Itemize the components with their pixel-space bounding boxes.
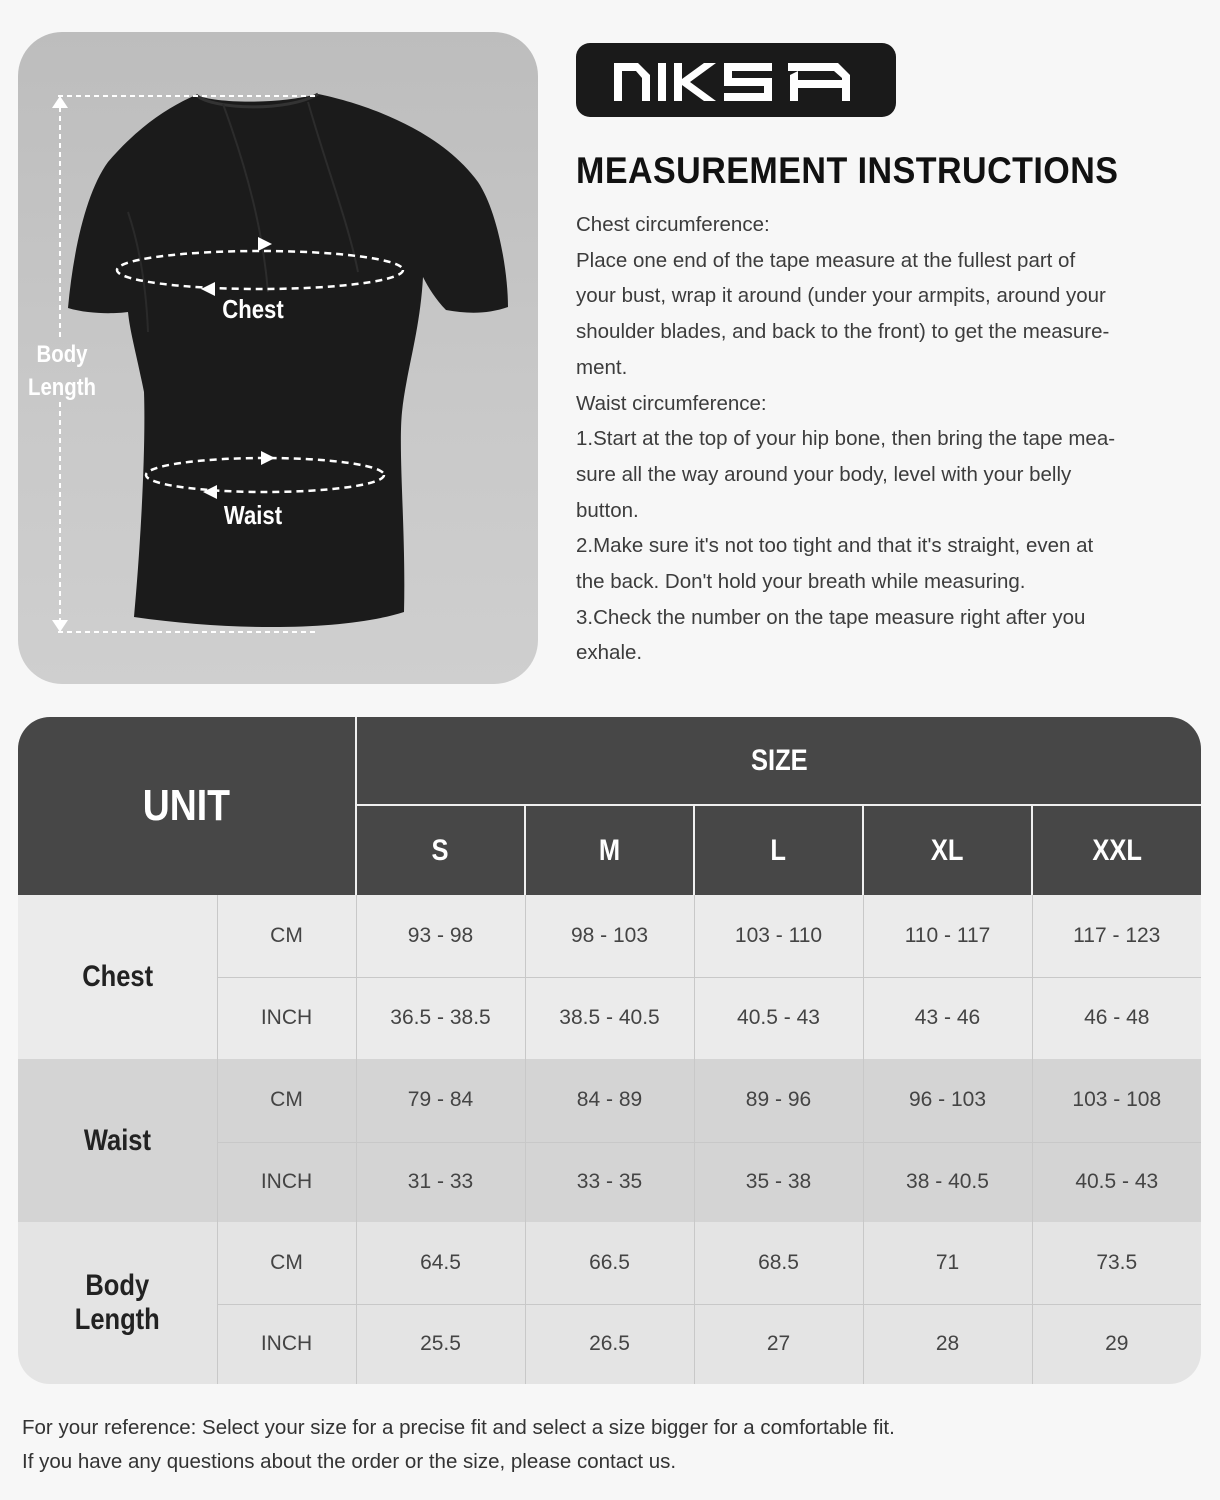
instruction-line: shoulder blades, and back to the front) to get the measure- (576, 320, 1110, 344)
value-cell: 110 - 117 (863, 895, 1032, 977)
size-column-header (1032, 805, 1201, 895)
value-cell: 89 - 96 (694, 1059, 863, 1142)
waist-label: Waist (223, 500, 283, 530)
size-m: M (598, 833, 621, 867)
value-cell: 103 - 110 (694, 895, 863, 977)
instruction-line: exhale. (576, 641, 643, 665)
value-cell: 33 - 35 (525, 1142, 694, 1222)
instruction-line: 2.Make sure it's not too tight and that it's straight, even at (576, 534, 1094, 558)
size-column-header (863, 805, 1032, 895)
product-figure-panel (18, 32, 538, 684)
size-chart-table (18, 717, 1201, 1384)
value-cell: 27 (694, 1304, 863, 1384)
value-cell: 73.5 (1032, 1222, 1201, 1304)
footer-line-2: If you have any questions about the order or the size, please contact us. (22, 1450, 677, 1473)
unit-cell: INCH (217, 1304, 356, 1384)
table-row (18, 1222, 1201, 1304)
instructions-text (576, 207, 1176, 671)
footer-note (22, 1411, 895, 1479)
value-cell: 98 - 103 (525, 895, 694, 977)
size-l: L (770, 833, 787, 867)
size-xl: XL (931, 833, 964, 867)
body-length-label (26, 338, 97, 404)
size-column-header (694, 805, 863, 895)
value-cell: 117 - 123 (1032, 895, 1201, 977)
body-length-label-line1: Body (36, 341, 88, 368)
value-cell: 96 - 103 (863, 1059, 1032, 1142)
value-cell: 38 - 40.5 (863, 1142, 1032, 1222)
value-cell: 36.5 - 38.5 (356, 977, 525, 1059)
table-row (18, 1059, 1201, 1142)
group-label-text: Waist (83, 1123, 151, 1157)
page-title: MEASUREMENT INSTRUCTIONS (576, 150, 1119, 191)
size-header-cell (356, 717, 1201, 805)
tshirt-image (68, 94, 508, 627)
instruction-line: 1.Start at the top of your hip bone, then bring the tape mea- (576, 427, 1116, 451)
table-row (18, 895, 1201, 977)
instruction-line: the back. Don't hold your breath while measuring. (576, 570, 1026, 594)
value-cell: 40.5 - 43 (1032, 1142, 1201, 1222)
size-column-header (525, 805, 694, 895)
brand-logo (576, 43, 896, 117)
value-cell: 84 - 89 (525, 1059, 694, 1142)
group-label-body-length (18, 1222, 217, 1384)
chest-label: Chest (222, 294, 284, 324)
value-cell: 71 (863, 1222, 1032, 1304)
size-column-header (356, 805, 525, 895)
instruction-line: Chest circumference: (576, 213, 770, 236)
group-label-waist (18, 1059, 217, 1222)
unit-cell: CM (217, 1222, 356, 1304)
value-cell: 25.5 (356, 1304, 525, 1384)
value-cell: 35 - 38 (694, 1142, 863, 1222)
instruction-line: 3.Check the number on the tape measure right after you (576, 605, 1086, 629)
value-cell: 38.5 - 40.5 (525, 977, 694, 1059)
size-xxl: XXL (1092, 833, 1142, 867)
group-label-chest (18, 895, 217, 1059)
value-cell: 40.5 - 43 (694, 977, 863, 1059)
value-cell: 68.5 (694, 1222, 863, 1304)
size-header: SIZE (750, 743, 808, 777)
unit-cell: CM (217, 1059, 356, 1142)
unit-cell: CM (217, 895, 356, 977)
value-cell: 66.5 (525, 1222, 694, 1304)
body-length-label-line2: Length (28, 374, 96, 401)
value-cell: 29 (1032, 1304, 1201, 1384)
value-cell: 43 - 46 (863, 977, 1032, 1059)
unit-cell: INCH (217, 1142, 356, 1222)
instruction-line: button. (576, 498, 639, 522)
value-cell: 46 - 48 (1032, 977, 1201, 1059)
instruction-line: ment. (576, 355, 628, 379)
value-cell: 79 - 84 (356, 1059, 525, 1142)
size-s: S (431, 833, 449, 867)
instruction-line: Waist circumference: (576, 391, 767, 415)
instruction-line: Place one end of the tape measure at the fullest part of (576, 248, 1076, 272)
instruction-line: sure all the way around your body, level with your belly (576, 462, 1072, 486)
value-cell: 64.5 (356, 1222, 525, 1304)
logo-wordmark (576, 43, 896, 117)
group-label-text: Length (74, 1303, 160, 1336)
value-cell: 93 - 98 (356, 895, 525, 977)
value-cell: 103 - 108 (1032, 1059, 1201, 1142)
unit-cell: INCH (217, 977, 356, 1059)
value-cell: 31 - 33 (356, 1142, 525, 1222)
footer-line-1: For your reference: Select your size for a precise fit and select a size bigger for a comfortable fit. (22, 1416, 895, 1439)
value-cell: 28 (863, 1304, 1032, 1384)
unit-header-cell (18, 717, 356, 895)
group-label-text: Chest (81, 960, 153, 993)
unit-header: UNIT (142, 781, 231, 830)
group-label-text: Body (85, 1269, 150, 1302)
value-cell: 26.5 (525, 1304, 694, 1384)
instruction-line: your bust, wrap it around (under your armpits, around your (576, 284, 1106, 308)
